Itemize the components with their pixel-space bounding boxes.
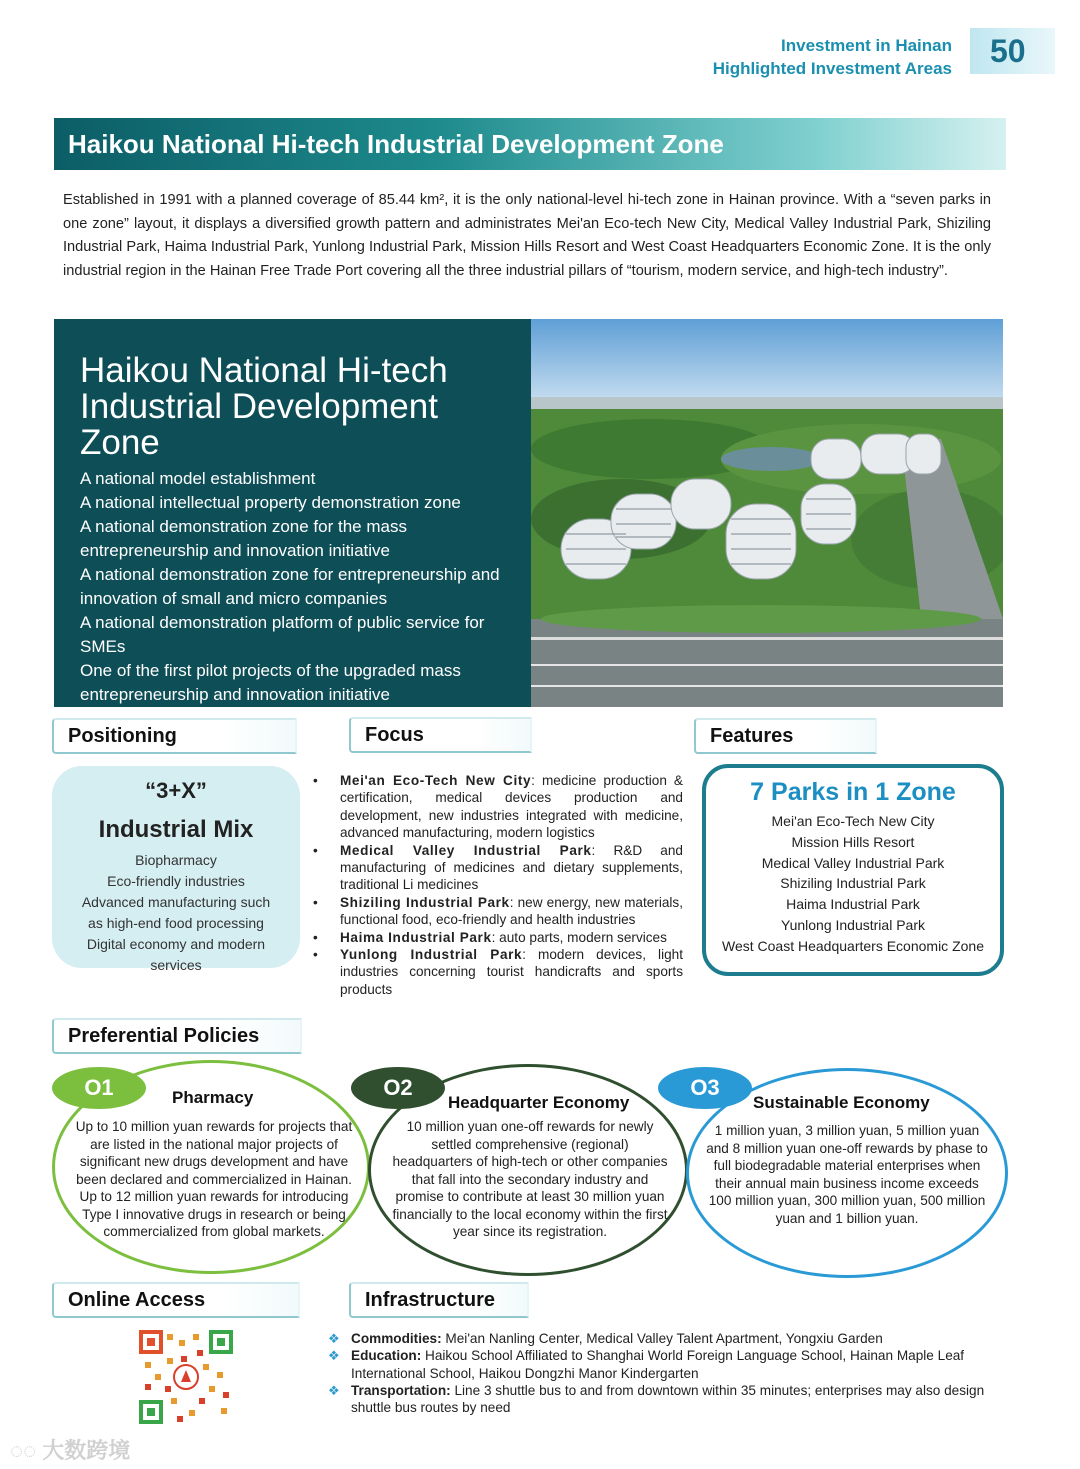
header-line2: Highlighted Investment Areas <box>712 59 952 78</box>
hero-item: A national demonstration zone for entrepreneurship and innovation of small and micro companies <box>80 565 500 608</box>
watermark-text: 大数跨境 <box>42 1438 131 1463</box>
focus-item <box>313 842 683 894</box>
infrastructure-text: Mei'an Nanling Center, Medical Valley Talent Apartment, Yongxiu Garden <box>441 1331 883 1346</box>
positioning-item: Biopharmacy <box>135 852 217 868</box>
infrastructure-text: Haikou School Affiliated to Shanghai World Foreign Language School, Hainan Maple Leaf International School, Haikou Dongzhi Manor Kindergarten <box>351 1348 965 1381</box>
policy-title: Headquarter Economy <box>448 1093 630 1112</box>
policy-text: 1 million yuan, 3 million yuan, 5 million yuan and 8 million yuan one-off rewards by phase to full biodegradable material enterprises when their annual main business income exceeds 100 million yuan, 300 million yuan, 500 million yuan and 1 billion yuan. <box>706 1123 988 1226</box>
features-list <box>706 811 1000 957</box>
policy-text: Up to 10 million yuan rewards for projects that are listed in the national major projects of significant new drugs development and have been declared and commercialized in Hainan. Up to 12 million yuan rewards for introducing Type I innovative drugs in research or being commercialized from global markets. <box>75 1119 353 1239</box>
infrastructure-item <box>328 1382 998 1417</box>
section-policies: Preferential Policies <box>52 1018 302 1054</box>
policy-title: Pharmacy <box>172 1088 254 1107</box>
focus-item <box>313 894 683 929</box>
focus-item-name: Mei'an Eco-Tech New City <box>340 773 532 788</box>
running-header <box>713 34 952 80</box>
features-item: Mei'an Eco-Tech New City <box>771 813 935 829</box>
page-title: Haikou National Hi-tech Industrial Development Zone <box>54 118 1006 170</box>
section-positioning: Positioning <box>52 718 297 754</box>
intro-paragraph: Established in 1991 with a planned coverage of 85.44 km², it is the only national-level hi-tech zone in Hainan province. With a “seven parks in one zone” layout, it displays a diversified growth pattern and administrates Mei'an Eco-tech New City, Medical Valley Industrial Park, Shiziling Industrial Park, Haima Industrial Park, Yunlong Industrial Park, Mission Hills Resort and West Coast Headquarters Economic Zone. It is the only industrial region in the Hainan Free Trade Port covering all the three industrial pillars of “tourism, modern service, and high-tech industry”. <box>63 192 991 279</box>
section-infrastructure: Infrastructure <box>349 1282 529 1318</box>
focus-item <box>313 772 683 842</box>
focus-item-desc: : R&D and manufacturing of medicines and dietary supplements, traditional Li medicines <box>340 842 683 893</box>
focus-list <box>313 772 683 998</box>
hero-title: Haikou National Hi-tech Industrial Development Zone <box>80 351 448 462</box>
focus-item-name: Shiziling Industrial Park <box>340 894 510 910</box>
focus-item-name: Yunlong Industrial Park <box>340 947 523 963</box>
watermark <box>10 1434 130 1465</box>
focus-item <box>313 929 683 946</box>
focus-item-name: Medical Valley Industrial Park <box>340 842 592 858</box>
focus-item <box>313 946 683 998</box>
positioning-heading: “3+X” <box>145 778 207 803</box>
features-item: Mission Hills Resort <box>791 833 915 850</box>
focus-item-desc: : medicine production & certification, medical devices production and development, new industries integrated with medicine, advanced manufacturing, modern logistics <box>340 773 684 841</box>
bullet-icon: • <box>313 842 318 858</box>
policy-badge: O3 <box>658 1067 752 1109</box>
section-features: Features <box>694 718 877 754</box>
positioning-item: Digital economy and modern services <box>86 936 266 973</box>
infrastructure-label: Transportation: <box>351 1382 451 1398</box>
infrastructure-label: Commodities: <box>351 1331 442 1346</box>
header-line1: Investment in Hainan <box>781 36 952 55</box>
focus-item-desc: : new energy, new materials, functional food, eco-friendly and health industries <box>340 894 684 928</box>
section-online-access: Online Access <box>52 1282 300 1318</box>
aerial-photo <box>531 319 1003 707</box>
bullet-icon: • <box>313 947 318 963</box>
focus-item-name: Haima Industrial Park <box>340 929 492 945</box>
diamond-bullet-icon: ❖ <box>328 1348 340 1364</box>
positioning-subheading: Industrial Mix <box>98 816 254 843</box>
section-focus: Focus <box>349 717 532 753</box>
policy-badge: O1 <box>52 1067 146 1109</box>
positioning-list <box>52 850 300 976</box>
hero-item: One of the first pilot projects of the upgraded mass entrepreneurship and innovation initiative <box>80 661 461 704</box>
hero-item: A national model establishment <box>80 469 316 488</box>
features-item: Yunlong Industrial Park <box>781 916 925 933</box>
hero-item: A national demonstration zone for the mass entrepreneurship and innovation initiative <box>80 517 407 560</box>
hero-list <box>80 467 531 707</box>
infrastructure-list <box>328 1330 998 1416</box>
positioning-box <box>52 766 300 973</box>
features-item: Medical Valley Industrial Park <box>761 854 945 871</box>
focus-item-desc: : modern devices, light industries concerning tourist handicrafts and sports products <box>340 947 683 997</box>
bullet-icon: • <box>313 929 318 945</box>
diamond-bullet-icon: ❖ <box>328 1331 340 1346</box>
features-title: 7 Parks in 1 Zone <box>750 778 956 806</box>
features-item: Haima Industrial Park <box>786 896 920 913</box>
policy-text: 10 million yuan one-off rewards for newly settled comprehensive (regional) headquarters of high-tech or other companies that fall into the secondary industry and promise to contribute at least 30 million yuan financially to the local economy within the first year since its registration. <box>392 1119 668 1239</box>
focus-item-desc: : auto parts, modern services <box>491 929 667 945</box>
features-item: West Coast Headquarters Economic Zone <box>722 937 984 954</box>
infrastructure-item <box>328 1347 998 1382</box>
features-box <box>702 764 1004 976</box>
features-item: Shiziling Industrial Park <box>780 875 926 892</box>
hero-item: A national demonstration platform of public service for SMEs <box>80 613 485 656</box>
positioning-item: Eco-friendly industries <box>107 873 245 889</box>
hero-item: A national intellectual property demonstration zone <box>80 493 461 512</box>
infrastructure-item <box>328 1330 998 1347</box>
policy-title: Sustainable Economy <box>753 1093 930 1112</box>
bullet-icon: • <box>313 773 318 788</box>
policy-badge: O2 <box>351 1067 445 1109</box>
positioning-item: Advanced manufacturing such as high-end food processing <box>81 894 271 931</box>
infrastructure-text: Line 3 shuttle bus to and from downtown within 35 minutes; enterprises may also design shuttle bus routes by need <box>351 1382 985 1416</box>
infrastructure-label: Education: <box>351 1348 422 1364</box>
diamond-bullet-icon: ❖ <box>328 1382 340 1398</box>
qr-code[interactable] <box>137 1328 235 1426</box>
watermark-logo-icon: ◌◌ <box>10 1438 43 1463</box>
bullet-icon: • <box>313 894 318 910</box>
hero-panel <box>54 319 531 707</box>
page-number: 50 <box>970 28 1055 74</box>
